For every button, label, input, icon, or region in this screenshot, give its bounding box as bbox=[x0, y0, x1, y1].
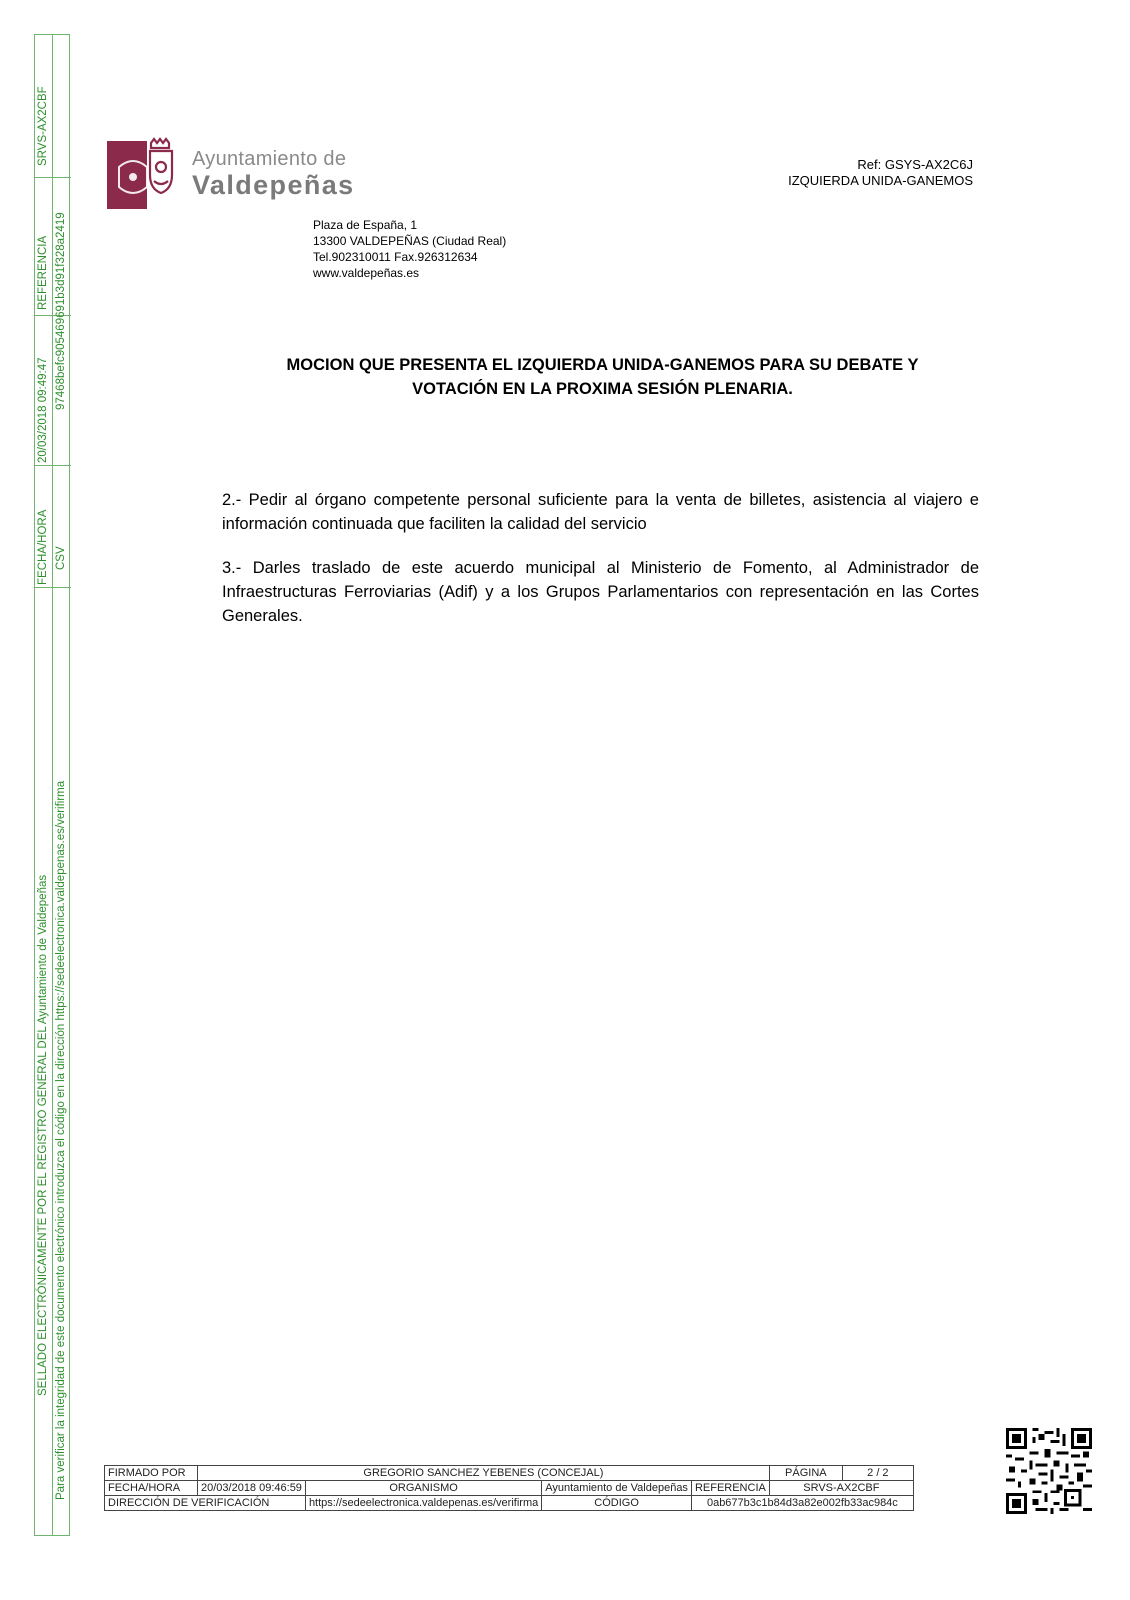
address-block bbox=[313, 217, 506, 281]
stamp-seal-text: SELLADO ELECTRÓNICAMENTE POR EL REGISTRO GENERAL DEL Ayuntamiento de Valdepeñas bbox=[37, 874, 49, 1396]
stamp-csv-label: CSV bbox=[55, 546, 67, 570]
reference-group: IZQUIERDA UNIDA-GANEMOS bbox=[788, 173, 973, 188]
stamp-referencia-label: REFERENCIA bbox=[37, 235, 49, 310]
direccion-value: https://sedeelectronica.valdepenas.es/verifirma bbox=[305, 1496, 541, 1511]
qr-code-icon bbox=[1006, 1428, 1092, 1514]
stamp-verify-text: Para verificar la integridad de este documento electrónico introduzca el código en la dirección https://sedeelectronica.valdepenas.es/verifirma bbox=[55, 780, 67, 1500]
paragraph-2: 2.- Pedir al órgano competente personal suficiente para la venta de billetes, asistencia al viajero e información continuada que faciliten la calidad del servicio bbox=[222, 491, 979, 533]
reference-block bbox=[788, 157, 973, 189]
address-phone: Tel.902310011 Fax.926312634 bbox=[313, 250, 478, 264]
signature-row bbox=[105, 1496, 914, 1511]
stamp-separator bbox=[35, 465, 71, 466]
referencia-label: REFERENCIA bbox=[691, 1481, 769, 1496]
signature-row bbox=[105, 1481, 914, 1496]
signature-row bbox=[105, 1466, 914, 1481]
organismo-label: ORGANISMO bbox=[305, 1481, 541, 1496]
logo-text-ayuntamiento: Ayuntamiento de bbox=[192, 148, 347, 170]
reference-code: Ref: GSYS-AX2C6J bbox=[857, 157, 973, 172]
paragraph-3: 3.- Darles traslado de este acuerdo municipal al Ministerio de Fomento, al Administrador de Infraestructuras Ferroviarias (Adif) y a los Grupos Parlamentarios con representación en las Cortes Generales. bbox=[222, 559, 979, 625]
organismo-value: Ayuntamiento de Valdepeñas bbox=[542, 1481, 692, 1496]
address-street: Plaza de España, 1 bbox=[313, 218, 418, 232]
direccion-label: DIRECCIÓN DE VERIFICACIÓN bbox=[105, 1496, 306, 1511]
address-city: 13300 VALDEPEÑAS (Ciudad Real) bbox=[313, 234, 507, 248]
firmado-por-label: FIRMADO POR bbox=[105, 1466, 198, 1481]
stamp-separator bbox=[35, 587, 71, 588]
stamp-fecha-hora-value: 20/03/2018 09:49:47 bbox=[37, 357, 49, 463]
document-title bbox=[230, 353, 975, 401]
logo-text-valdepenas: Valdepeñas bbox=[192, 170, 355, 200]
stamp-separator bbox=[35, 177, 71, 178]
pagina-label: PÁGINA bbox=[769, 1466, 842, 1481]
address-website: www.valdepeñas.es bbox=[313, 266, 420, 280]
pagina-value: 2 / 2 bbox=[842, 1466, 913, 1481]
fecha-hora-label: FECHA/HORA bbox=[105, 1481, 198, 1496]
valdepenas-coat-of-arms-icon bbox=[107, 137, 176, 209]
signature-table bbox=[104, 1465, 914, 1511]
stamp-csv-value: 97468befc905469691b3d91f328a2419 bbox=[55, 212, 67, 410]
fecha-hora-value: 20/03/2018 09:46:59 bbox=[198, 1481, 306, 1496]
referencia-value: SRVS-AX2CBF bbox=[769, 1481, 913, 1496]
stamp-fecha-hora-label: FECHA/HORA bbox=[37, 509, 49, 585]
stamp-referencia-value: SRVS-AX2CBF bbox=[37, 86, 49, 166]
codigo-value: 0ab677b3c1b84d3a82e002fb33ac984c bbox=[691, 1496, 913, 1511]
title-line-2: VOTACIÓN EN LA PROXIMA SESIÓN PLENARIA. bbox=[412, 380, 793, 398]
title-line-1: MOCION QUE PRESENTA EL IZQUIERDA UNIDA-GANEMOS PARA SU DEBATE Y bbox=[286, 356, 919, 374]
stamp-divider bbox=[52, 35, 53, 1535]
firmado-por-value: GREGORIO SANCHEZ YEBENES (CONCEJAL) bbox=[198, 1466, 770, 1481]
codigo-label: CÓDIGO bbox=[542, 1496, 692, 1511]
